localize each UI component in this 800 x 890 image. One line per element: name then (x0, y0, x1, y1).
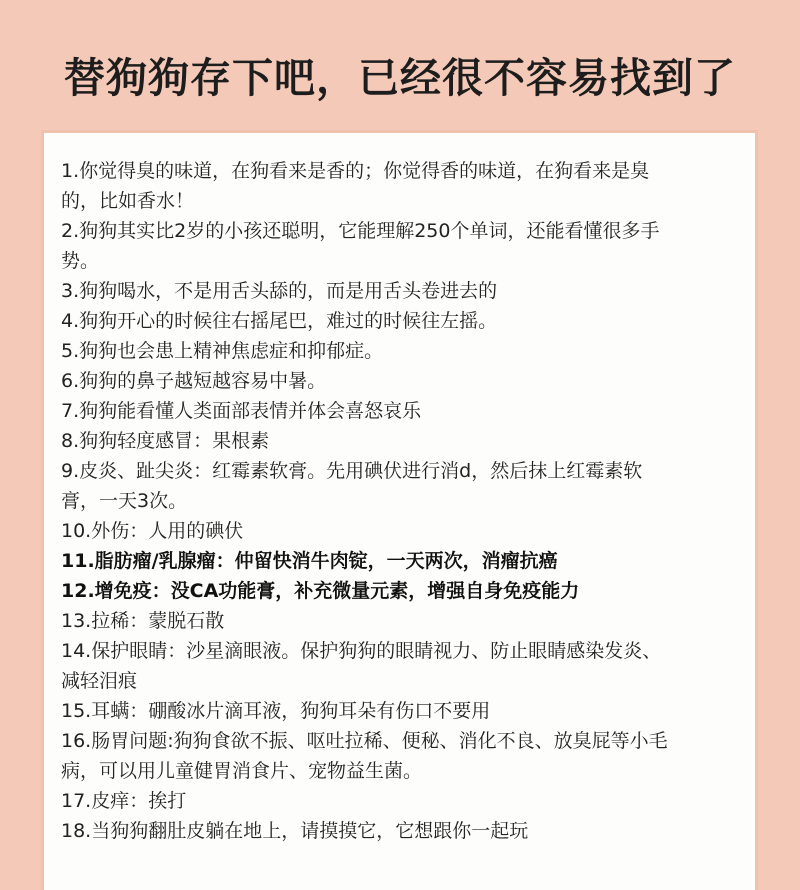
tip-line: 16.肠胃问题:狗狗食欲不振、呕吐拉稀、便秘、消化不良、放臭屁等小毛 (61, 730, 668, 752)
tip-line: 1.你觉得臭的味道，在狗看来是香的；你觉得香的味道，在狗看来是臭 (61, 160, 650, 182)
tip-line: 势。 (61, 250, 100, 272)
tip-line: 14.保护眼睛：沙星滴眼液。保护狗狗的眼睛视力、防止眼睛感染发炎、 (61, 640, 662, 662)
tip-line: 17.皮痒：挨打 (61, 790, 187, 812)
tip-line: 3.狗狗喝水，不是用舌头舔的，而是用舌头卷进去的 (61, 280, 498, 302)
tip-line: 12.增免疫：没CA功能膏，补充微量元素，增强自身免疫能力 (61, 580, 580, 602)
tip-line: 10.外伤：人用的碘伏 (61, 520, 244, 542)
tip-line: 7.狗狗能看懂人类面部表情并体会喜怒哀乐 (61, 400, 422, 422)
tip-line: 8.狗狗轻度感冒：果根素 (61, 430, 270, 452)
tip-line: 11.脂肪瘤/乳腺瘤：仲留快消牛肉锭，一天两次，消瘤抗癌 (61, 550, 558, 572)
tip-line: 膏，一天3次。 (61, 490, 188, 512)
tip-line: 13.拉稀：蒙脱石散 (61, 610, 225, 632)
tip-line: 的，比如香水！ (61, 190, 195, 212)
page-title: 替狗狗存下吧，已经很不容易找到了 (64, 54, 736, 102)
tips-list (61, 156, 747, 846)
tip-line: 病，可以用儿童健胃消食片、宠物益生菌。 (61, 760, 423, 782)
tip-line: 6.狗狗的鼻子越短越容易中暑。 (61, 370, 327, 392)
tip-line: 2.狗狗其实比2岁的小孩还聪明，它能理解250个单词，还能看懂很多手 (61, 220, 660, 242)
tip-line: 18.当狗狗翻肚皮躺在地上，请摸摸它，它想跟你一起玩 (61, 820, 529, 842)
tip-line: 减轻泪痕 (61, 670, 138, 692)
tip-line: 4.狗狗开心的时候往右摇尾巴，难过的时候往左摇。 (61, 310, 498, 332)
tip-line: 9.皮炎、趾尖炎：红霉素软膏。先用碘伏进行消d，然后抹上红霉素软 (61, 460, 643, 482)
tip-line: 15.耳螨：硼酸冰片滴耳液，狗狗耳朵有伤口不要用 (61, 700, 491, 722)
tip-line: 5.狗狗也会患上精神焦虑症和抑郁症。 (61, 340, 384, 362)
content-card (41, 130, 758, 890)
